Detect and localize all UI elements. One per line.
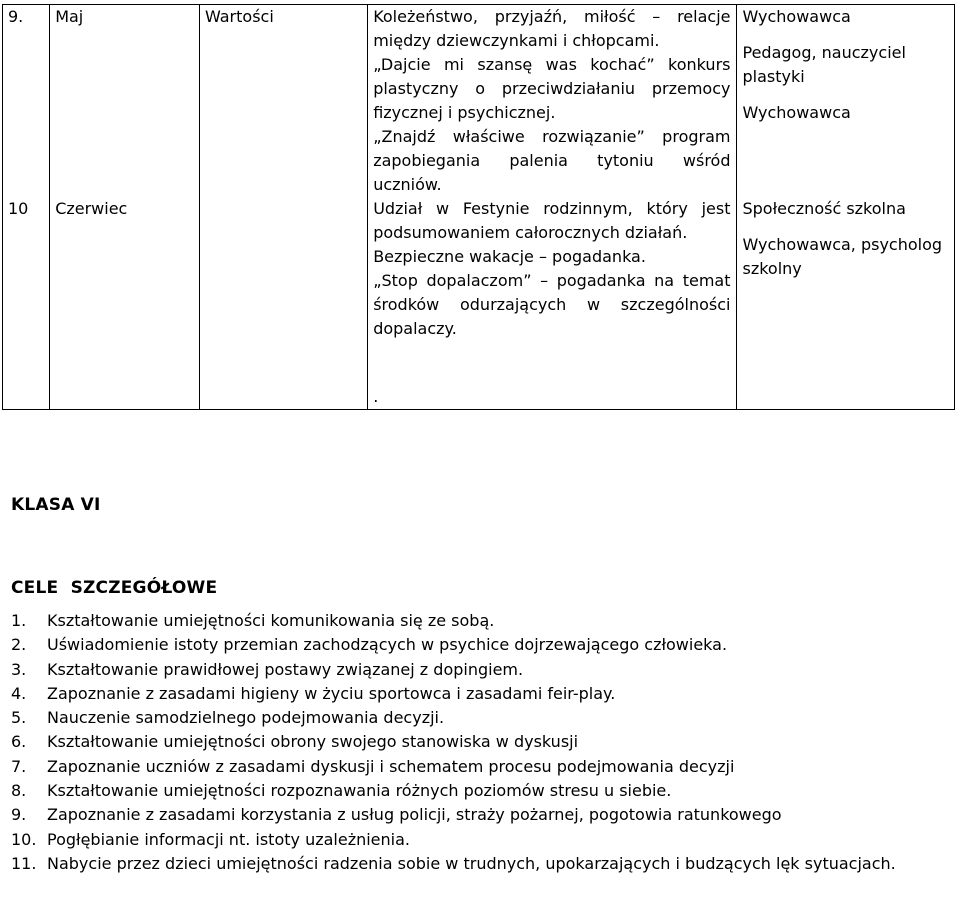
row-number: 10 <box>3 197 50 410</box>
list-item: 7. Zapoznanie uczniów z zasadami dyskusji i schematem procesu podejmowania decyzji <box>11 756 735 776</box>
responsible-item: Społeczność szkolna <box>742 199 906 218</box>
list-item: 9. Zapoznanie z zasadami korzystania z usług policji, straży pożarnej, pogotowia ratunkowego <box>11 805 782 825</box>
responsible-item: Wychowawca <box>742 103 851 122</box>
task-item: Udział w Festynie rodzinnym, który jest podsumowaniem całorocznych działań. <box>373 199 731 242</box>
list-item: 4. Zapoznanie z zasadami higieny w życiu sportowca i zasadami feir-play. <box>11 683 616 703</box>
table-row <box>3 197 955 410</box>
list-item: 6. Kształtowanie umiejętności obrony swojego stanowiska w dyskusji <box>11 732 579 752</box>
area-cell: Wartości <box>199 5 367 198</box>
table-row <box>3 5 955 198</box>
responsible-item: Wychowawca, psycholog szkolny <box>742 235 943 278</box>
plan-table <box>2 4 955 410</box>
task-item: Bezpieczne wakacje – pogadanka. <box>373 247 646 266</box>
list-item: 8. Kształtowanie umiejętności rozpoznawania różnych poziomów stresu u siebie. <box>11 781 672 801</box>
month-cell: Maj <box>50 5 200 198</box>
goals-heading: CELE SZCZEGÓŁOWE <box>11 578 218 598</box>
class-heading: KLASA VI <box>11 495 101 515</box>
task-item: Koleżeństwo, przyjaźń, miłość – relacje między dziewczynkami i chłopcami. <box>373 7 731 50</box>
task-item: „Znajdź właściwe rozwiązanie” program zapobiegania palenia tytoniu wśród uczniów. <box>373 127 731 194</box>
month-cell: Czerwiec <box>50 197 200 410</box>
row-number: 9. <box>3 5 50 198</box>
list-item: 2. Uświadomienie istoty przemian zachodzących w psychice dojrzewającego człowieka. <box>11 635 728 655</box>
goals-list <box>11 609 916 876</box>
responsible-cell <box>737 5 955 198</box>
tasks-cell <box>368 197 737 410</box>
tasks-cell <box>368 5 737 198</box>
list-item: 3. Kształtowanie prawidłowej postawy związanej z dopingiem. <box>11 659 524 679</box>
task-item: „Dajcie mi szansę was kochać” konkurs plastyczny o przeciwdziałaniu przemocy fizycznej i psychicznej. <box>373 55 731 122</box>
area-cell <box>199 197 367 410</box>
responsible-item: Pedagog, nauczyciel plastyki <box>742 43 906 86</box>
trailing-mark: . <box>373 387 379 406</box>
responsible-cell <box>737 197 955 410</box>
list-item: 10. Pogłębianie informacji nt. istoty uzależnienia. <box>11 829 410 849</box>
task-item: „Stop dopalaczom” – pogadanka na temat środków odurzających w szczególności dopalaczy. <box>373 271 731 338</box>
list-item: 5. Nauczenie samodzielnego podejmowania decyzji. <box>11 708 445 728</box>
list-item: 1. Kształtowanie umiejętności komunikowania się ze sobą. <box>11 611 495 630</box>
list-item: 11. Nabycie przez dzieci umiejętności radzenia sobie w trudnych, upokarzających i budzących lęk sytuacjach. <box>11 853 896 873</box>
responsible-item: Wychowawca <box>742 7 851 26</box>
